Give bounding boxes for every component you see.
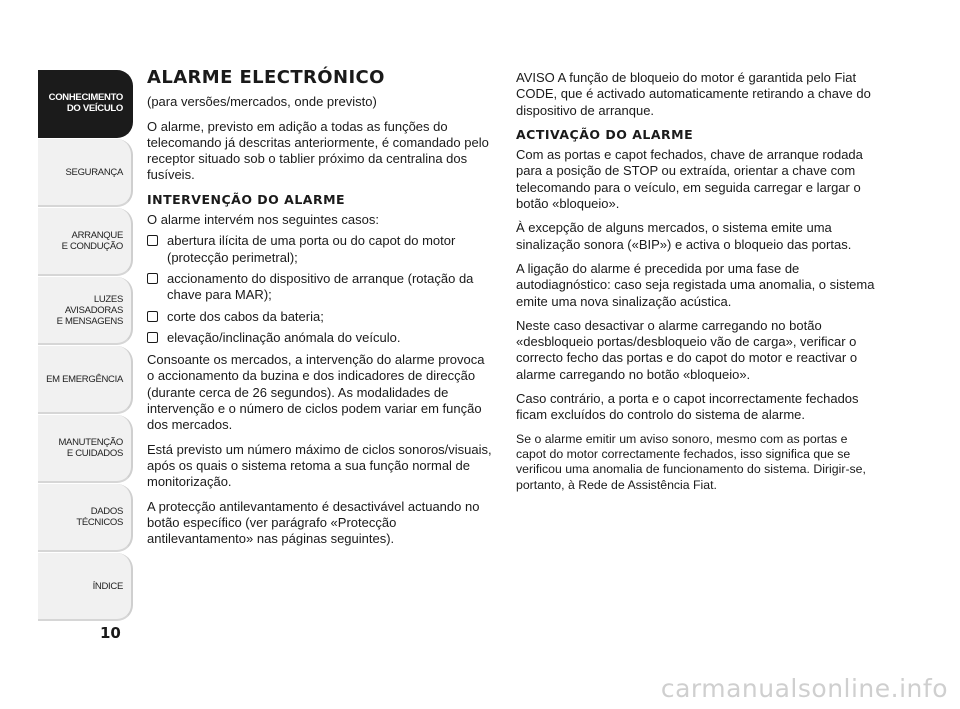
tab-conhecimento-do-veiculo[interactable]: CONHECIMENTO DO VEÍCULO (38, 70, 133, 138)
section-intro: O alarme intervém nos seguintes casos: (147, 212, 379, 228)
watermark: carmanualsonline.info (660, 674, 948, 703)
paragraph: Está previsto um número máximo de ciclos sonoros/visuais, após os quais o sistema retoma a sua função normal de monitorização. (147, 441, 492, 490)
chapter-tabs (38, 70, 133, 622)
checkbox-bullet-icon (147, 235, 158, 246)
subtitle: (para versões/mercados, onde previsto) (147, 94, 377, 110)
checkbox-bullet-icon (147, 273, 158, 284)
checkbox-bullet-icon (147, 311, 158, 322)
bullet-list (147, 233, 495, 346)
tab-arranque-e-conducao[interactable]: ARRANQUE E CONDUÇÃO (38, 208, 133, 276)
page-title: ALARME ELECTRÓNICO (147, 67, 385, 88)
notice-paragraph: AVISO A função de bloqueio do motor é garantida pelo Fiat CODE, que é activado automaticamente retirando a chave do dispositivo de arranque. (516, 70, 871, 118)
list-item-text: elevação/inclinação anómala do veículo. (167, 329, 401, 345)
list-item-text: corte dos cabos da bateria; (167, 308, 324, 324)
paragraph: À excepção de alguns mercados, o sistema emite uma sinalização sonora («BIP») e activa o bloqueio das portas. (516, 220, 852, 252)
list-item (147, 330, 495, 346)
paragraph: Consoante os mercados, a intervenção do alarme provoca o accionamento da buzina e dos indicadores de direcção (durante cerca de 26 segundos). As modalidades de intervenção e o número de ciclos podem variar em função dos mercados. (147, 352, 485, 433)
tab-indice[interactable]: ÍNDICE (38, 553, 133, 621)
paragraph: A ligação do alarme é precedida por uma fase de autodiagnóstico: caso seja registada uma anomalia, o sistema emite uma nova sinalização acústica. (516, 260, 875, 309)
list-item-text: accionamento do dispositivo de arranque (rotação da chave para MAR); (167, 270, 474, 303)
tab-dados-tecnicos[interactable]: DADOS TÉCNICOS (38, 484, 133, 552)
tab-seguranca[interactable]: SEGURANÇA (38, 139, 133, 207)
list-item (147, 233, 495, 266)
section-heading-intervencao: INTERVENÇÃO DO ALARME (147, 191, 346, 207)
paragraph: Neste caso desactivar o alarme carregando no botão «desbloqueio portas/desbloqueio vão de carga», verificar o correcto fecho das portas e do capot do motor e reactivar o alarme carregando no botão «bloqueio». (516, 317, 858, 382)
paragraph: Se o alarme emitir um aviso sonoro, mesmo com as portas e capot do motor correctamente fechados, isso significa que se verificou uma anomalia de funcionamento do sistema. Dirigir-se, portanto, à Rede de Assistência Fiat. (516, 431, 866, 492)
paragraph: A protecção antilevantamento é desactivável actuando no botão específico (ver parágrafo «Protecção antilevantamento» nas páginas seguintes). (147, 498, 480, 547)
list-item-text: abertura ilícita de uma porta ou do capot do motor (protecção perimetral); (167, 233, 456, 265)
paragraph: Com as portas e capot fechados, chave de arranque rodada para a posição de STOP ou extraída, orientar a chave com telecomando para o veículo, em seguida carregar e largar o botão «bloqueio». (516, 147, 863, 212)
section-heading-activacao: ACTIVAÇÃO DO ALARME (516, 126, 694, 142)
tab-luzes-avisadoras[interactable]: LUZES AVISADORAS E MENSAGENS (38, 277, 133, 345)
left-column (147, 67, 495, 555)
tab-em-emergencia[interactable]: EM EMERGÊNCIA (38, 346, 133, 414)
list-item (147, 309, 495, 325)
paragraph: Caso contrário, a porta e o capot incorrectamente fechados ficam excluídos do controlo do sistema de alarme. (516, 391, 859, 423)
list-item (147, 271, 495, 304)
intro-paragraph: O alarme, previsto em adição a todas as funções do telecomando já descritas anteriormente, é comandado pelo receptor situado sob o tablier próximo da centralina dos fusíveis. (147, 118, 489, 183)
page-number: 10 (100, 624, 121, 642)
tab-manutencao-e-cuidados[interactable]: MANUTENÇÃO E CUIDADOS (38, 415, 133, 483)
checkbox-bullet-icon (147, 332, 158, 343)
right-column (516, 70, 876, 501)
